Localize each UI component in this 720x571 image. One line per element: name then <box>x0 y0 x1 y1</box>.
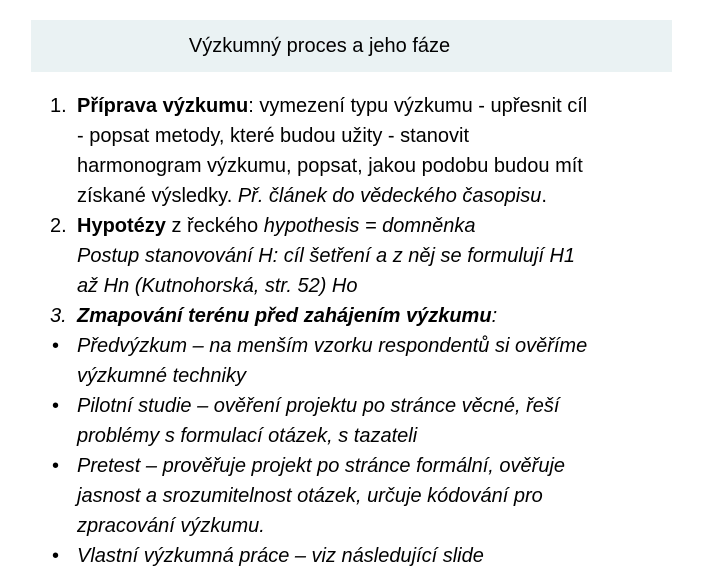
bullet-line: problémy s formulací otázek, s tazateli <box>77 425 418 447</box>
bullet-icon: • <box>52 335 60 357</box>
bullet-item-vlastni-prace <box>50 541 700 571</box>
item-line: Příprava výzkumu: vymezení typu výzkumu - upřesnit cíl <box>77 95 588 117</box>
bullet-item-pilotni-studie <box>50 391 700 451</box>
bullet-line: Pretest – prověřuje projekt po stránce formální, ověřuje <box>77 455 566 477</box>
slide-title: Výzkumný proces a jeho fáze <box>188 34 451 57</box>
list-item-2 <box>50 211 700 301</box>
bullet-line: Předvýzkum – na menším vzorku respondentů si ověříme <box>77 335 588 357</box>
list-item-1 <box>50 91 700 211</box>
item-heading: Příprava výzkumu <box>77 95 249 117</box>
item-line: až Hn (Kutnohorská, str. 52) Ho <box>77 275 358 297</box>
bullet-item-pretest <box>50 451 700 541</box>
bullet-icon: • <box>52 545 60 567</box>
item-line: harmonogram výzkumu, popsat, jakou podobu budou mít <box>77 155 583 177</box>
item-heading: Zmapování terénu před zahájením výzkumu <box>77 305 492 327</box>
item-number: 3. <box>50 305 67 327</box>
item-number: 2. <box>50 215 67 237</box>
item-number: 1. <box>50 95 67 117</box>
bullet-item-predvyzkum <box>50 331 700 391</box>
list-item-3 <box>50 301 700 331</box>
item-heading: Hypotézy <box>77 215 166 237</box>
bullet-line: výzkumné techniky <box>77 365 246 387</box>
bullet-line: zpracování výzkumu. <box>77 515 265 537</box>
bullet-icon: • <box>52 455 60 477</box>
item-line: Zmapování terénu před zahájením výzkumu: <box>77 305 498 327</box>
bullet-icon: • <box>52 395 60 417</box>
title-banner <box>31 20 672 72</box>
slide-content <box>50 91 700 571</box>
bullet-line: Pilotní studie – ověření projektu po stránce věcné, řeší <box>77 395 560 417</box>
item-line: získané výsledky. Př. článek do vědeckého časopisu. <box>77 185 547 207</box>
item-line: - popsat metody, které budou užity - stanovit <box>77 125 470 147</box>
item-line: Hypotézy z řeckého hypothesis = domněnka <box>77 215 476 237</box>
item-line: Postup stanovování H: cíl šetření a z něj se formulují H1 <box>77 245 576 267</box>
bullet-line: Vlastní výzkumná práce – viz následující slide <box>77 545 484 567</box>
bullet-line: jasnost a srozumitelnost otázek, určuje kódování pro <box>77 485 543 507</box>
